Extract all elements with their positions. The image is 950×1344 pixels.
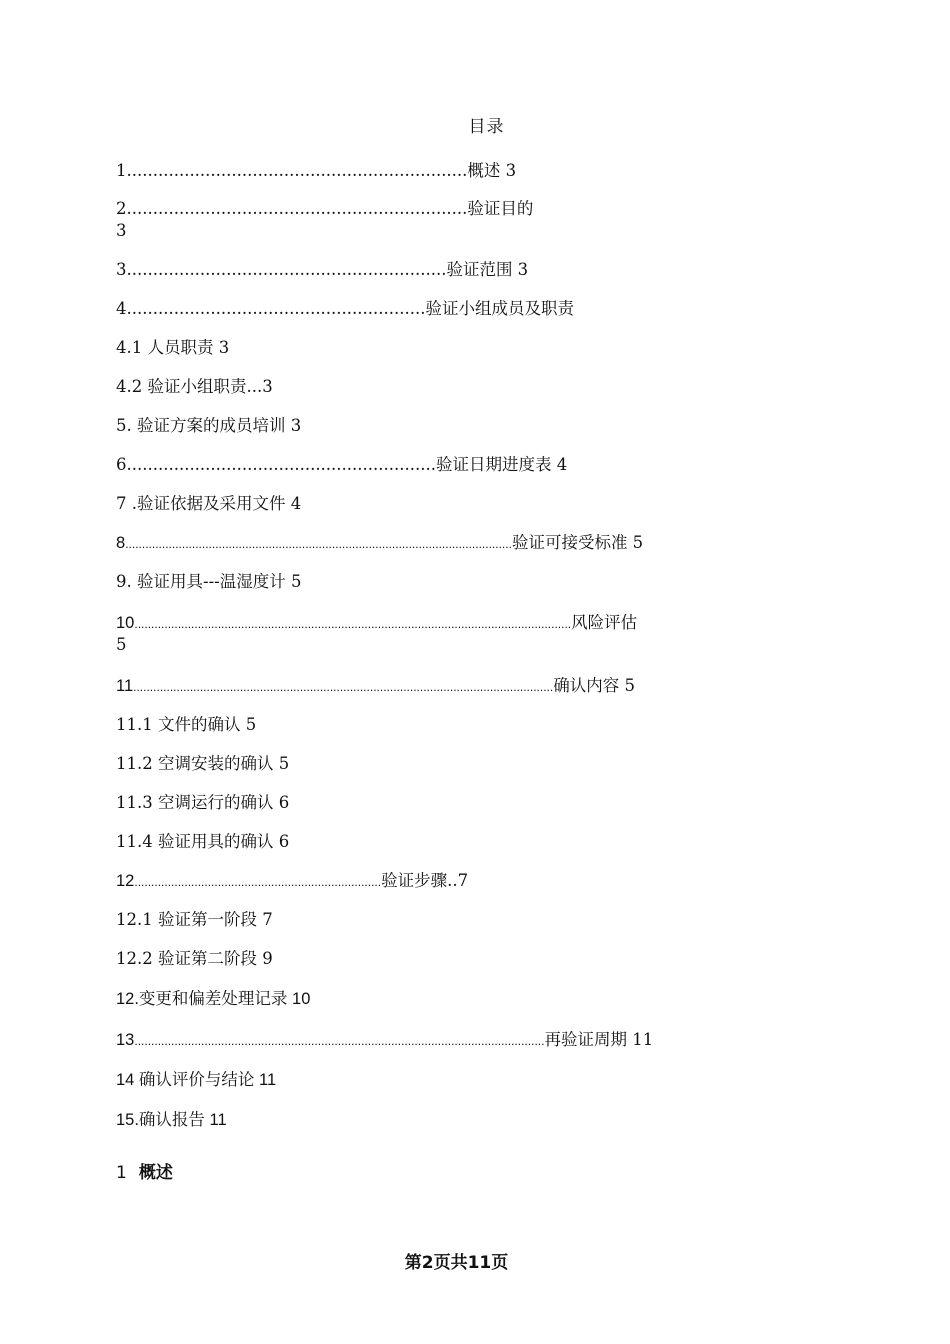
- toc-entry-number: 6: [116, 455, 127, 474]
- toc-leader-dots: .........................................................: [126, 299, 426, 318]
- toc-entry-11-2: 11.2 空调安装的确认 5: [116, 754, 290, 773]
- toc-leader-dots: ...........................................................................................................................: [134, 1034, 545, 1048]
- toc-leader-dots: ..........................................................................: [134, 875, 382, 889]
- toc-entry-label: 验证小组成员及职责: [425, 299, 574, 318]
- toc-entry-2: [116, 198, 533, 220]
- toc-entry-number: 4: [116, 299, 127, 318]
- toc-entry-12: [116, 870, 468, 893]
- toc-entry-4-2: 4.2 验证小组职责...3: [116, 377, 273, 396]
- toc-leader-dots: ...................................................................................................................................: [134, 617, 572, 631]
- toc-entry-4-1: 4.1 人员职责 3: [116, 338, 230, 357]
- toc-entry-label: 风险评估: [571, 613, 638, 632]
- toc-entry-number: 1: [116, 161, 127, 180]
- toc-entry-label: 验证目的: [467, 199, 534, 218]
- toc-entry-label: 验证步骤..7: [381, 871, 469, 890]
- section-title: 概述: [138, 1163, 173, 1183]
- page-footer: 第2页共11页: [404, 1253, 509, 1273]
- toc-entry-13: [116, 1029, 653, 1052]
- toc-entry-number: 3: [116, 260, 127, 279]
- toc-leader-dots: .............................................................: [126, 260, 447, 279]
- toc-entry-11-3: 11.3 空调运行的确认 6: [116, 793, 290, 812]
- toc-entry-7: 7 .验证依据及采用文件 4: [116, 494, 302, 513]
- toc-entry-number: 2: [116, 199, 127, 218]
- toc-leader-dots: .................................................................: [126, 199, 468, 218]
- toc-entry-5: 5. 验证方案的成员培训 3: [116, 416, 302, 435]
- toc-entry-label: 验证可接受标准 5: [511, 533, 644, 552]
- toc-leader-dots: ...........................................................: [126, 455, 436, 474]
- toc-entry-2-page: 3: [116, 221, 127, 240]
- toc-entry-4: [116, 298, 574, 320]
- toc-entry-number: 10: [116, 614, 135, 632]
- toc-entry-12-2: 12.2 验证第二阶段 9: [116, 949, 273, 968]
- toc-entry-number: 8: [116, 534, 126, 552]
- toc-entry-1: [116, 160, 516, 182]
- toc-entry-number: 13: [116, 1031, 135, 1049]
- toc-entry-6: [116, 454, 567, 476]
- section-heading: [116, 1158, 173, 1183]
- toc-leader-dots: ....................................................................................................................: [125, 537, 512, 551]
- toc-entry-8: [116, 532, 643, 555]
- section-number: 1: [116, 1163, 127, 1183]
- toc-entry-number: 12: [116, 872, 135, 890]
- toc-leader-dots: ..............................................................................................................................: [133, 680, 554, 694]
- toc-entry-label: 概述 3: [467, 161, 517, 180]
- toc-entry-label: 验证范围 3: [446, 260, 529, 279]
- toc-entry-number: 11: [116, 677, 134, 695]
- toc-entry-10-page: 5: [116, 635, 127, 654]
- toc-entry-11: [116, 675, 635, 698]
- toc-entry-label: 确认内容 5: [553, 676, 635, 695]
- toc-entry-10: [116, 612, 637, 635]
- toc-entry-9: 9. 验证用具---温湿度计 5: [116, 572, 302, 591]
- toc-entry-11-1: 11.1 文件的确认 5: [116, 715, 257, 734]
- toc-entry-14: 14 确认评价与结论 11: [116, 1071, 277, 1089]
- toc-entry-3: [116, 259, 528, 281]
- toc-entry-12-1: 12.1 验证第一阶段 7: [116, 910, 273, 929]
- toc-entry-label: 再验证周期 11: [544, 1030, 654, 1049]
- toc-entry-label: 验证日期进度表 4: [435, 455, 568, 474]
- toc-entry-12-change: 12.变更和偏差处理记录 10: [116, 990, 311, 1008]
- toc-entry-11-4: 11.4 验证用具的确认 6: [116, 832, 290, 851]
- toc-title: 目录: [468, 117, 505, 137]
- toc-leader-dots: .................................................................: [126, 161, 468, 180]
- toc-entry-15: 15.确认报告 11: [116, 1111, 227, 1129]
